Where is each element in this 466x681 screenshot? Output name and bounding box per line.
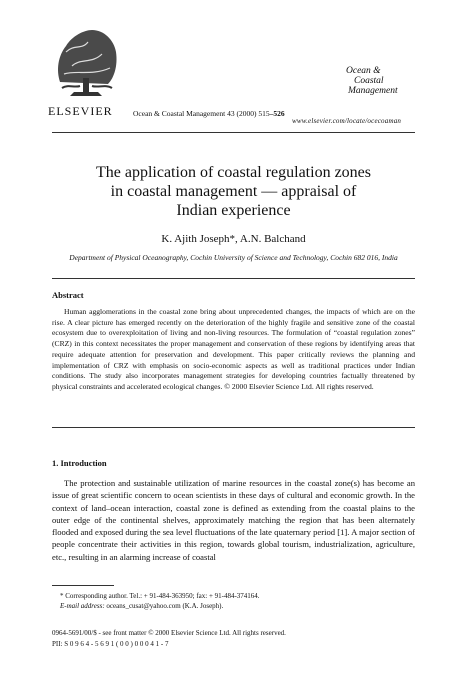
issn-line: 0964-5691/00/$ - see front matter © 2000 Elsevier Science Ltd. All rights reserved.	[52, 629, 286, 637]
abstract-text: Human agglomerations in the coastal zone bring about unprecedented changes, the impacts of which are on the rise. A clear picture has emerged recently on the deterioration of the highly fragile and sensitive zone of the coastal ecosystem due to overexploitation of living and non-living resources. The formulation of “coastal regulation zones” (CRZ) in this context necessitates the proper management and conservation of these regions by identifying areas that require adequate attention for preservation and development. This paper critically reviews the planning and implementation of CRZ with emphasis on socio-economic aspects as well as traditional practices under Indian conditions. The study also incorporates management strategies for developing countries factually threatened by physical constraints and accelerated ecological changes. © 2000 Elsevier Science Ltd. All rights reserved.	[52, 307, 415, 391]
front-matter	[52, 628, 415, 650]
footnote-divider	[52, 585, 114, 586]
introduction-text: The protection and sustainable utilization of marine resources in the coastal zone(s) has become an issue of great scientific concern to ocean scientists in these days of cultural and economic growth. In the context of land–ocean interaction, coastal zone is defined as extending from the coastal plains to the outer edge of the continental shelves, approximately matching the region that has been alternately flooded and exposed during the sea level fluctuations of the late quaternary period [1]. A major section of people concentrate their activities in this region, towards global tourism, industrialization, agriculture, etc., resulting in an alarming increase of coastal	[52, 478, 415, 562]
title-line-1: The application of coastal regulation zones	[95, 164, 371, 181]
corresponding-author-note: * Corresponding author. Tel.: + 91-484-363950; fax: + 91-484-374164.	[60, 592, 260, 600]
footnote	[60, 591, 415, 611]
article-authors: K. Ajith Joseph*, A.N. Balchand	[161, 233, 306, 245]
brand-line-3: Management	[348, 86, 398, 96]
section-heading-introduction: 1. Introduction	[52, 458, 107, 468]
journal-brand-mark	[336, 66, 416, 96]
journal-url[interactable]: www.elsevier.com/locate/ocecoaman	[292, 117, 402, 125]
header-divider	[52, 132, 415, 133]
journal-pages: –526	[269, 109, 285, 118]
brand-line-2: Coastal	[354, 76, 384, 86]
title-line-2: in coastal management — appraisal of	[110, 183, 357, 200]
email-note	[60, 601, 415, 611]
pii-line: PII: S 0 9 6 4 - 5 6 9 1 ( 0 0 ) 0 0 0 4 1 - 7	[52, 640, 169, 648]
journal-citation	[133, 109, 285, 118]
abstract-heading: Abstract	[52, 290, 84, 300]
publisher-name: ELSEVIER	[48, 104, 113, 118]
title-line-3: Indian experience	[176, 202, 291, 219]
abstract-top-divider	[52, 278, 415, 279]
author-affiliation: Department of Physical Oceanography, Cochin University of Science and Technology, Cochin 682 016, India	[69, 253, 398, 262]
email-label: E-mail address:	[60, 602, 105, 610]
journal-citation-text: Ocean & Coastal Management 43 (2000) 515	[133, 109, 270, 118]
page-header	[0, 0, 466, 140]
abstract-bottom-divider	[52, 427, 415, 428]
email-address[interactable]: oceans_cusat@yahoo.com (K.A. Joseph).	[104, 602, 224, 610]
elsevier-tree-logo	[52, 22, 122, 102]
brand-line-1: Ocean &	[346, 66, 381, 76]
article-title	[52, 163, 415, 220]
